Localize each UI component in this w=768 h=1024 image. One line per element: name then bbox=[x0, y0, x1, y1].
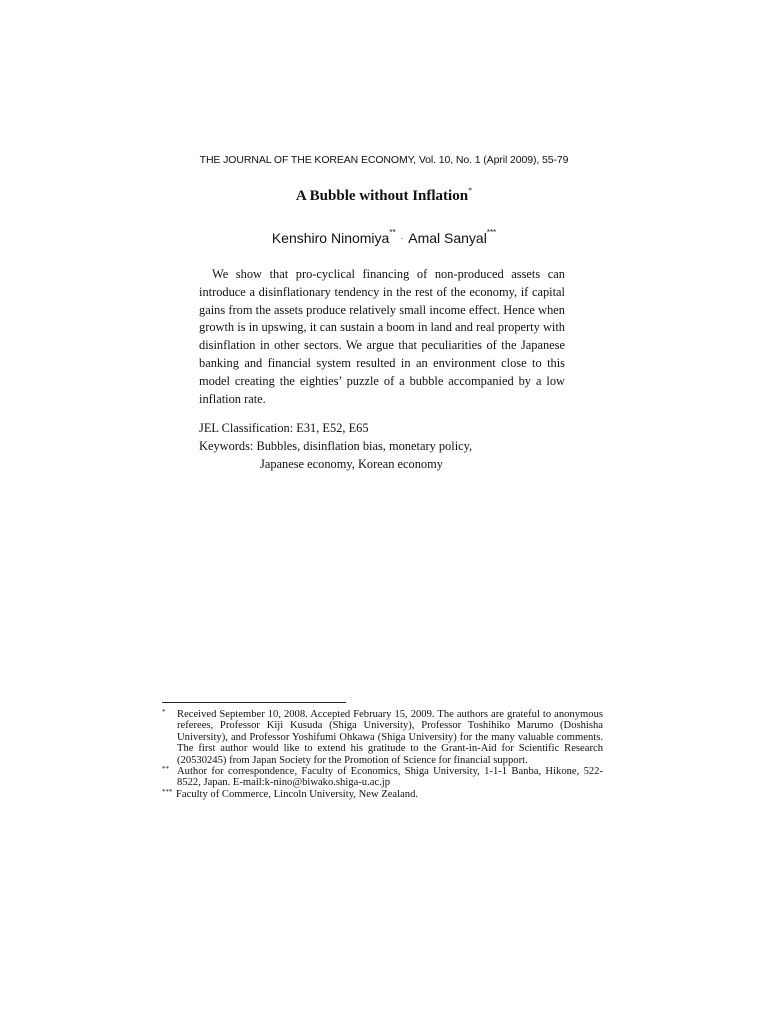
footnote-1-mark: * bbox=[162, 708, 166, 716]
footnote-2-text: Author for correspondence, Faculty of Economics, Shiga University, 1-1-1 Banba, Hikone, 522-8522, Japan. E-mail:k-nino@biwako.shiga-u.ac.jp bbox=[177, 766, 603, 789]
paper-title bbox=[0, 188, 768, 205]
footnote-3-text: Faculty of Commerce, Lincoln University, New Zealand. bbox=[176, 788, 419, 800]
author-ninomiya-mark: ** bbox=[389, 228, 396, 237]
footnote-3-mark: *** bbox=[162, 787, 173, 796]
footnote-divider bbox=[162, 702, 346, 703]
footnote-2-mark: ** bbox=[162, 765, 169, 774]
title-footnote-mark: * bbox=[468, 186, 473, 195]
footnote-2 bbox=[162, 766, 603, 789]
classification-block bbox=[199, 420, 472, 473]
abstract: We show that pro-cyclical financing of non-produced assets can introduce a disinflationary tendency in the rest of the economy, if capital gains from the assets produce relatively small income effect. Hence when growth is in upswing, it can sustain a boom in land and real property with disinflation in other sectors. We argue that peculiarities of the Japanese banking and financial system resulted in an environment close to this model creating the eighties’ puzzle of a bubble accompanied by a low inflation rate. bbox=[199, 267, 565, 406]
author-separator: · bbox=[400, 234, 404, 243]
author-line bbox=[0, 230, 768, 246]
jel-classification: JEL Classification: E31, E52, E65 bbox=[199, 421, 369, 435]
paper-title-text: A Bubble without Inflation bbox=[295, 188, 469, 204]
keywords-line-1: Keywords: Bubbles, disinflation bias, monetary policy, bbox=[199, 438, 473, 453]
footnote-3 bbox=[162, 789, 603, 800]
footnote-1 bbox=[162, 709, 603, 766]
author-sanyal: Amal Sanyal bbox=[408, 230, 487, 246]
author-ninomiya: Kenshiro Ninomiya bbox=[271, 230, 390, 246]
journal-header: THE JOURNAL OF THE KOREAN ECONOMY, Vol. 10, No. 1 (April 2009), 55-79 bbox=[199, 154, 569, 166]
footnote-1-text: Received September 10, 2008. Accepted February 15, 2009. The authors are grateful to anonymous referees, Professor Kiji Kusuda (Shiga University), Professor Toshihiko Marumo (Doshisha University), and Professor Yoshifumi Ohkawa (Shiga University) for the many valuable comments. The first author would like to extend his gratitude to the Grant-in-Aid for Scientific Research (20530245) from Japan Society for the Promotion of Science for financial support. bbox=[177, 709, 603, 766]
footnotes bbox=[162, 709, 603, 800]
author-sanyal-mark: *** bbox=[486, 228, 497, 237]
keywords-line-2: Japanese economy, Korean economy bbox=[260, 456, 443, 471]
